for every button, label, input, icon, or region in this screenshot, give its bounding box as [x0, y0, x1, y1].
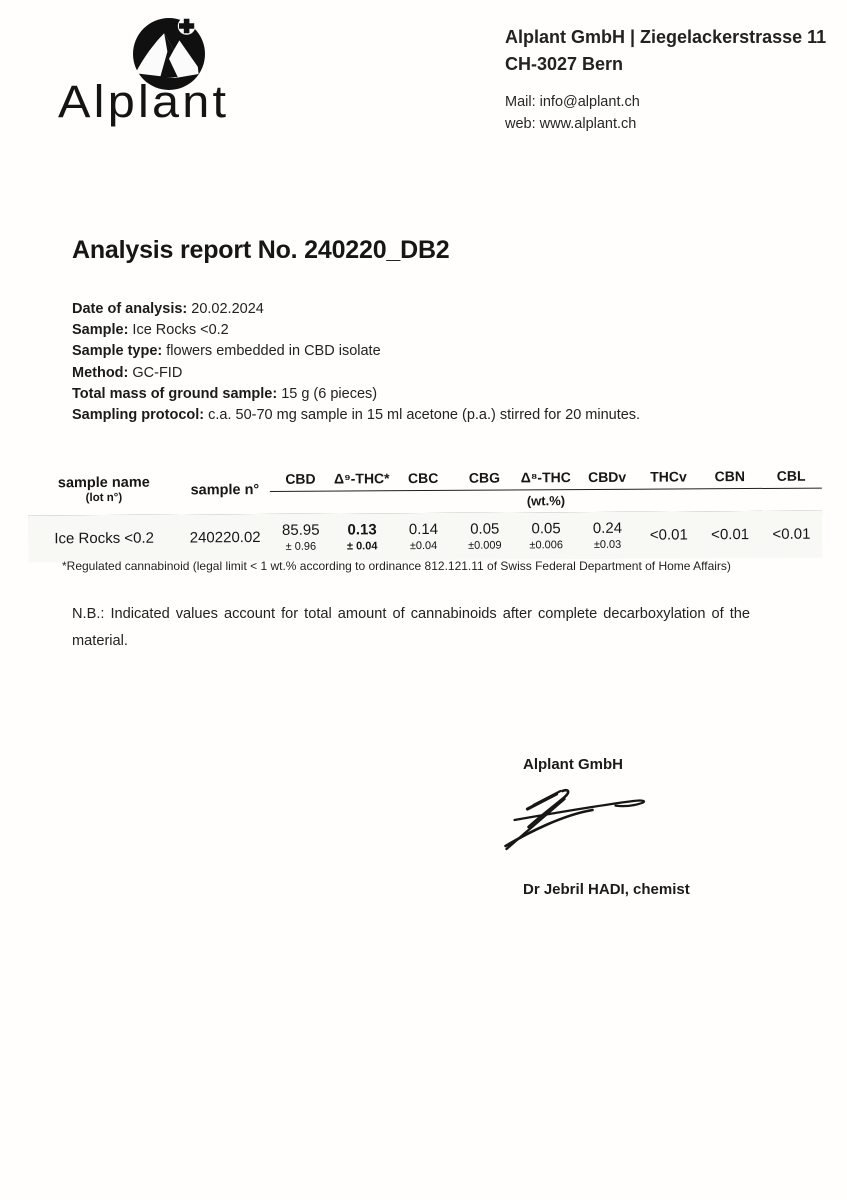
detail-label: Total mass of ground sample:: [72, 385, 278, 402]
column-header-cbl: CBL: [776, 467, 806, 484]
report-details: [72, 299, 640, 426]
results-table: [28, 459, 823, 563]
column-header-cbg: CBG: [468, 469, 501, 486]
value: 0.05: [531, 519, 561, 537]
signatory-name: Dr Jebril HADI, chemist: [523, 881, 690, 898]
detail-value: Ice Rocks <0.2: [132, 322, 229, 339]
nb-note: N.B.: Indicated values account for total amount of cannabinoids after complete decarboxylation of the material.: [72, 605, 750, 649]
company-address-line: Alplant GmbH | Ziegelackerstrasse 11: [505, 27, 827, 47]
detail-value: c.a. 50-70 mg sample in 15 ml acetone (p.a.) stirred for 20 minutes.: [208, 407, 641, 424]
cell-cbg: [454, 512, 516, 559]
table-footnote: *Regulated cannabinoid (legal limit < 1 wt.% according to ordinance 812.121.11 of Swiss Federal Department of Home Affairs): [62, 559, 731, 573]
column-header-cbn: CBN: [714, 468, 746, 485]
handwritten-signature: [497, 784, 662, 864]
uncertainty: ±0.04: [409, 539, 438, 552]
value: 0.24: [592, 519, 623, 537]
detail-label: Date of analysis:: [72, 301, 188, 317]
cell-sample-name: Ice Rocks <0.2: [54, 529, 155, 548]
value: 85.95: [281, 521, 320, 539]
uncertainty: ±0.03: [593, 538, 622, 551]
cell-sample-number: 240220.02: [189, 529, 261, 547]
value: 0.05: [470, 520, 500, 538]
detail-total-mass: [72, 384, 640, 405]
header-sample-number: sample n°: [190, 482, 260, 499]
signature-company-label: Alplant GmbH: [523, 756, 623, 773]
detail-value: GC-FID: [132, 364, 183, 381]
company-web-line: web: www.alplant.ch: [505, 116, 637, 132]
detail-method: [72, 363, 640, 384]
detail-sampling-protocol: [72, 405, 640, 426]
value: <0.01: [711, 526, 750, 544]
detail-label: Sampling protocol:: [72, 407, 205, 424]
header-lot-number-label: (lot n°): [85, 491, 123, 504]
company-city-line: CH-3027 Bern: [505, 54, 624, 74]
detail-value: 20.02.2024: [191, 301, 264, 317]
unit-label: (wt.%): [526, 493, 566, 509]
detail-sample-type: [72, 341, 640, 362]
column-header-cbc: CBC: [407, 469, 439, 487]
detail-value: flowers embedded in CBD isolate: [166, 343, 381, 360]
column-header-cbdv: CBDv: [587, 468, 627, 486]
cell-cbl: [761, 511, 823, 558]
cell-d8-thc: [515, 512, 577, 559]
cell-cbc: [393, 513, 455, 560]
report-title: Analysis report No. 240220_DB2: [72, 236, 450, 264]
cell-cbdv: [577, 512, 639, 559]
value: <0.01: [772, 525, 811, 543]
column-header-cbd: CBD: [285, 470, 316, 487]
header-cannabinoid-columns: [270, 459, 822, 492]
brand-wordmark: Alplant: [58, 76, 230, 127]
cell-cbd: [270, 514, 332, 561]
detail-label: Method:: [72, 364, 129, 381]
company-address-block: [505, 24, 845, 135]
detail-date-of-analysis: [72, 299, 640, 320]
uncertainty: ±0.009: [468, 539, 502, 552]
table-row: [270, 511, 822, 561]
uncertainty: ±0.006: [529, 538, 564, 551]
cell-thcv: [638, 511, 700, 558]
header-sample-name-label: sample name: [57, 474, 150, 491]
company-mail-line: Mail: info@alplant.ch: [505, 94, 640, 110]
uncertainty: ± 0.96: [285, 540, 317, 553]
value: 0.14: [408, 520, 439, 538]
uncertainty: ± 0.04: [346, 539, 378, 552]
column-header-d8-thc: Δ⁸-THC: [520, 469, 571, 486]
value: <0.01: [649, 526, 688, 544]
cell-cbn: [699, 511, 761, 558]
detail-sample: [72, 320, 640, 341]
detail-label: Sample:: [72, 322, 129, 339]
cell-d9-thc: [331, 513, 393, 560]
header-sample-name: [28, 462, 180, 515]
column-header-thcv: THCv: [650, 468, 687, 485]
detail-value: 15 g (6 pieces): [281, 385, 378, 402]
value: 0.13: [347, 520, 377, 538]
company-contact-block: [505, 91, 845, 135]
column-header-d9-thc: Δ⁹-THC*: [333, 470, 390, 487]
detail-label: Sample type:: [72, 343, 163, 360]
